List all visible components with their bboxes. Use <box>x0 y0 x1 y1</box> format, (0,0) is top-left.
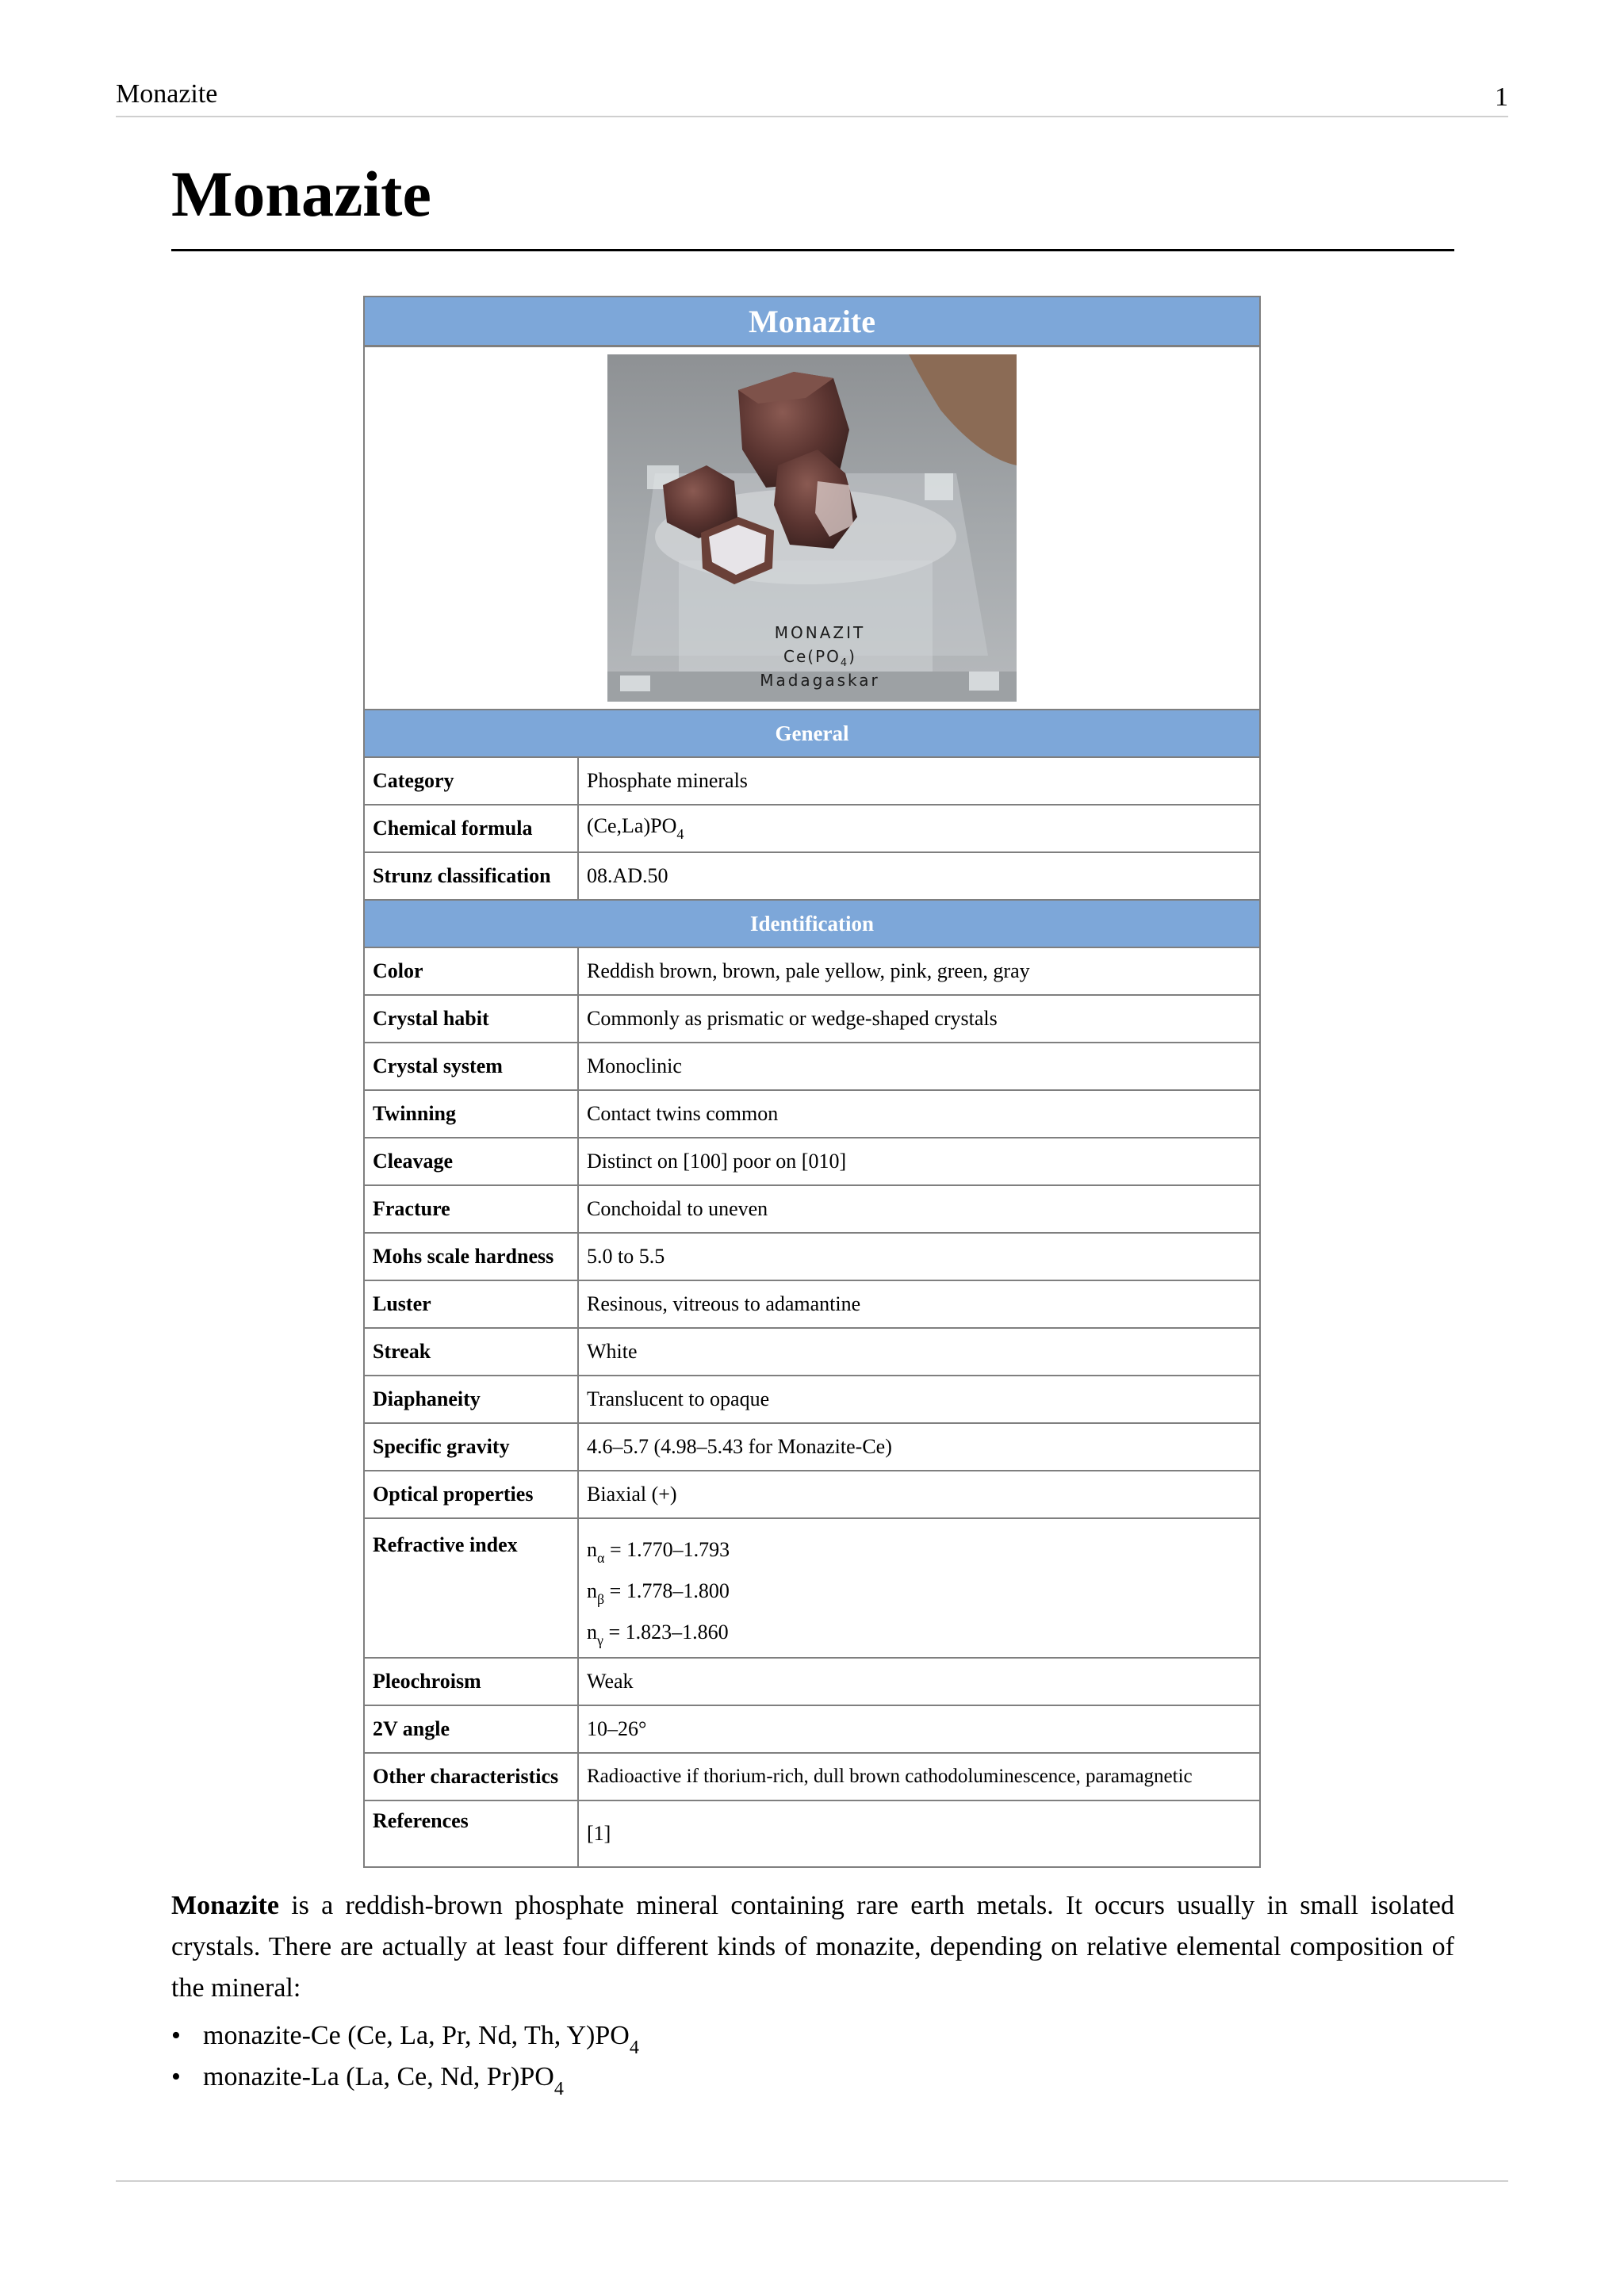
label-optical-properties: Optical properties <box>364 1471 578 1518</box>
value-luster: Resinous, vitreous to adamantine <box>578 1280 1260 1328</box>
bullet: • <box>171 2021 181 2050</box>
label-fracture: Fracture <box>364 1185 578 1233</box>
infobox <box>363 296 1261 346</box>
row-diaphaneity <box>364 1376 1260 1423</box>
value-pleochroism: Weak <box>578 1658 1260 1705</box>
intro-paragraph <box>171 1885 1454 2009</box>
value-diaphaneity: Translucent to opaque <box>578 1376 1260 1423</box>
running-title: Monazite <box>116 79 218 109</box>
value-specific-gravity: 4.6–5.7 (4.98–5.43 for Monazite-Ce) <box>578 1423 1260 1471</box>
value-crystal-habit: Commonly as prismatic or wedge-shaped crystals <box>578 995 1260 1043</box>
row-crystal-system <box>364 1043 1260 1090</box>
page-number: 1 <box>1495 82 1508 112</box>
infobox-body <box>363 346 1261 1868</box>
value-cleavage: Distinct on [100] poor on [010] <box>578 1138 1260 1185</box>
label-pleochroism: Pleochroism <box>364 1658 578 1705</box>
variants-list <box>171 2015 639 2098</box>
label-refractive-index: Refractive index <box>364 1518 578 1658</box>
row-references <box>364 1800 1260 1867</box>
refractive-beta: $n_\beta = 1.778-1.800$ <box>587 1579 730 1607</box>
label-cleavage: Cleavage <box>364 1138 578 1185</box>
row-color <box>364 947 1260 995</box>
row-refractive-index <box>364 1518 1260 1658</box>
specimen-label-formula: $Ce(PO_4)$ <box>783 647 856 669</box>
label-crystal-habit: Crystal habit <box>364 995 578 1043</box>
row-cleavage <box>364 1138 1260 1185</box>
specimen-label-name: MONAZIT <box>774 623 866 642</box>
title-rule <box>171 249 1454 251</box>
list-item: • monazite-Ce (Ce, La, Pr, Nd, Th, $Y)PO_4$ <box>171 2015 639 2057</box>
footer-rule <box>116 2180 1508 2182</box>
section-general: General <box>364 710 1260 757</box>
value-optical-properties: Biaxial (+) <box>578 1471 1260 1518</box>
intro-text: is a reddish-brown phosphate mineral containing rare earth metals. It occurs usually in small isolated crystals. There are actually at least four different kinds of monazite, depending on relative elemental composition of the mineral: <box>171 1891 1454 2003</box>
row-other-characteristics <box>364 1753 1260 1800</box>
row-chemical-formula <box>364 805 1260 852</box>
value-color: Reddish brown, brown, pale yellow, pink, green, gray <box>578 947 1260 995</box>
list-item: • monazite-La (La, Ce, Nd, $Pr)PO_4$ <box>171 2057 639 2098</box>
label-streak: Streak <box>364 1328 578 1376</box>
label-color: Color <box>364 947 578 995</box>
value-fracture: Conchoidal to uneven <box>578 1185 1260 1233</box>
infobox-image-cell <box>364 346 1260 710</box>
refractive-gamma: $n_\gamma = 1.823-1.860$ <box>587 1621 729 1648</box>
row-2v-angle <box>364 1705 1260 1753</box>
label-luster: Luster <box>364 1280 578 1328</box>
header-rule <box>116 116 1508 117</box>
value-other-characteristics: Radioactive if thorium-rich, dull brown cathodoluminescence, paramagnetic <box>578 1753 1260 1800</box>
label-category: Category <box>364 757 578 805</box>
value-chemical-formula: $(Ce,La)PO_4$ <box>578 805 1260 852</box>
label-chemical-formula: Chemical formula <box>364 805 578 852</box>
row-twinning <box>364 1090 1260 1138</box>
specimen-label-locality: Madagaskar <box>760 671 880 690</box>
monazite-specimen-photo[interactable] <box>607 354 1017 702</box>
label-crystal-system: Crystal system <box>364 1043 578 1090</box>
row-category <box>364 757 1260 805</box>
refractive-alpha: $n_\alpha = 1.770-1.793$ <box>587 1538 730 1566</box>
row-crystal-habit <box>364 995 1260 1043</box>
infobox-title: Monazite <box>364 297 1260 346</box>
value-streak: White <box>578 1328 1260 1376</box>
row-streak <box>364 1328 1260 1376</box>
value-twinning: Contact twins common <box>578 1090 1260 1138</box>
row-fracture <box>364 1185 1260 1233</box>
value-category[interactable]: Phosphate minerals <box>578 757 1260 805</box>
section-identification: Identification <box>364 900 1260 947</box>
row-optical-properties <box>364 1471 1260 1518</box>
value-hardness: 5.0 to 5.5 <box>578 1233 1260 1280</box>
label-other-characteristics: Other characteristics <box>364 1753 578 1800</box>
value-strunz: 08.AD.50 <box>578 852 1260 900</box>
row-strunz <box>364 852 1260 900</box>
label-twinning: Twinning <box>364 1090 578 1138</box>
value-crystal-system[interactable]: Monoclinic <box>578 1043 1260 1090</box>
value-refractive-index <box>578 1518 1260 1658</box>
row-specific-gravity <box>364 1423 1260 1471</box>
label-hardness: Mohs scale hardness <box>364 1233 578 1280</box>
row-luster <box>364 1280 1260 1328</box>
row-pleochroism <box>364 1658 1260 1705</box>
label-diaphaneity: Diaphaneity <box>364 1376 578 1423</box>
value-2v-angle: 10–26° <box>578 1705 1260 1753</box>
label-2v-angle: 2V angle <box>364 1705 578 1753</box>
label-strunz: Strunz classification <box>364 852 578 900</box>
reference-link[interactable]: [1] <box>578 1800 1260 1867</box>
intro-bold-term: Monazite <box>171 1891 279 1920</box>
row-hardness <box>364 1233 1260 1280</box>
label-specific-gravity: Specific gravity <box>364 1423 578 1471</box>
article-title: Monazite <box>171 158 431 230</box>
bullet: • <box>171 2062 181 2091</box>
label-references: References <box>364 1800 578 1867</box>
